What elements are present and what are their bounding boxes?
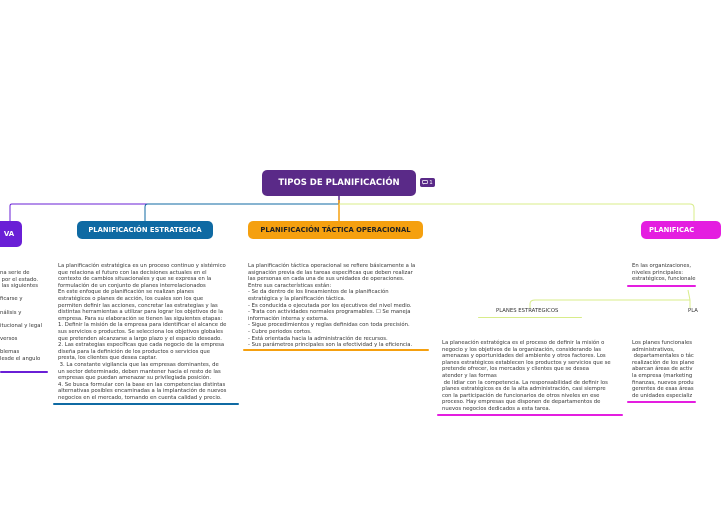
topic-label-estrategica: PLANIFICACIÓN ESTRATEGICA (88, 226, 202, 234)
topic-label-tactica: PLANIFICACIÓN TÁCTICA OPERACIONAL (260, 226, 411, 234)
topic-node-right[interactable] (641, 221, 721, 239)
topic-text-tactica: La planificación táctica operacional se refiere básicamente a la asignación previa de las tareas específicas que deben realizar las personas en cada una de sus unidades de operaciones. Entre sus características están: - Se da dentro de los lineamientos de la planificación estratégica y la planificación táctica. - Es conducida o ejecutada por los ejecutivos del nivel medio. - Trata con actividades normales programables. ☐ Se maneja información interna y externa. - Sigue procedimientos y reglas definidas con toda precisión. - Cubre periodos cortos. - Está orientada hacia la administración de recursos. - Sus parámetros principales son la efectividad y la eficiencia. (248, 263, 416, 349)
topic-text-estrategica: La planificación estratégica es un proceso continuo y sistémico que relaciona el futuro con las decisiones actuales en el contexto de cambios situacionales y que se expresa en la formulación de un conjunto de planes interrelacionados En este enfoque de planificación se realizan planes estratégicos o planes de acción, los cuales son los que permiten definir las acciones, concretar las estrategias y las distintas herramientas a utilizar para lograr los objetivos de la empresa. Para su elaboración se tienen las siguientes etapas: 1. Definir la misión de la empresa para identificar el alcance de sus servicios o productos. Se selecciona los objetivos globales que pretenden alcanzarse a largo plazo y el espacio deseado. 2. Las estrategias específicas que cada negocio de la empresa diseña para la definición de los productos o servicios que presta, los clientes que desea captar. 3. La constante vigilancia que las empresas dominantes, de un sector determinado, deben mantener hacia el resto de las empresas que puedan amenazar su privilegiada posición. 4. Se busca formular con la base en las competencias distintas alternativas posibles encaminadas a la implantación de nuevos negocios en el mercado, tomando en cuenta calidad y precio. (58, 263, 227, 401)
subtopic-planes-funcionales[interactable]: PLA (688, 308, 698, 314)
topic-node-planificacion-tactica[interactable] (248, 221, 423, 239)
topic-node-left[interactable] (0, 221, 22, 247)
topic-text-right: En las organizaciones, niveles principales: estratégicos, funcionale (632, 263, 696, 283)
underline-subtopic-funcionales (627, 401, 696, 403)
underline-left (0, 371, 48, 373)
underline-estrategica (53, 403, 239, 405)
underline-right (627, 285, 696, 287)
subtopic-text-funcionales: Los planes funcionales administrativos, departamentales o tác realización de los plane abarcan áreas de activ la empresa (marketing finanzas, nuevos produ gerentes de esas áreas de unidades especializ (632, 340, 695, 399)
topic-label-right: PLANIFICAC (649, 226, 695, 234)
root-topic-title: TIPOS DE PLANIFICACIÓN (278, 178, 400, 188)
subtopic-underline-estrategicos (478, 317, 582, 318)
subtopic-text-estrategicos: La planeación estratégica es el proceso de definir la misión o negocio y los objetivos de la organización, considerando las amenazas y oportunidades del ambiente y otros factores. Los planes estratégicos establecen los productos y servicios que se pretende ofrecer, los mercados y clientes que se desea atender y las formas de lidiar con la competencia. La responsabilidad de definir los planes estratégicos es de la alta administración, casi siempre con la participación de funcionarios de otros niveles en ese proceso. Hay empresas que disponen de departamentos de nuevos negocios dedicados a esta tarea. (442, 340, 611, 412)
topic-text-left: na serie de por el estado. las siguientes ficarse y nálisis y itucional y legal versos blemas lesde el angulo (0, 270, 42, 362)
subtopic-planes-estrategicos[interactable]: PLANES ESTRATEGICOS (496, 308, 559, 314)
comment-icon (422, 180, 428, 185)
underline-subtopic-estrategicos (437, 414, 623, 416)
root-topic-node[interactable] (262, 170, 416, 196)
topic-node-planificacion-estrategica[interactable] (77, 221, 213, 239)
comment-count: 1 (429, 179, 433, 186)
underline-tactica (243, 349, 429, 351)
topic-label-left: VA (3, 230, 15, 238)
comment-badge[interactable] (420, 178, 435, 187)
